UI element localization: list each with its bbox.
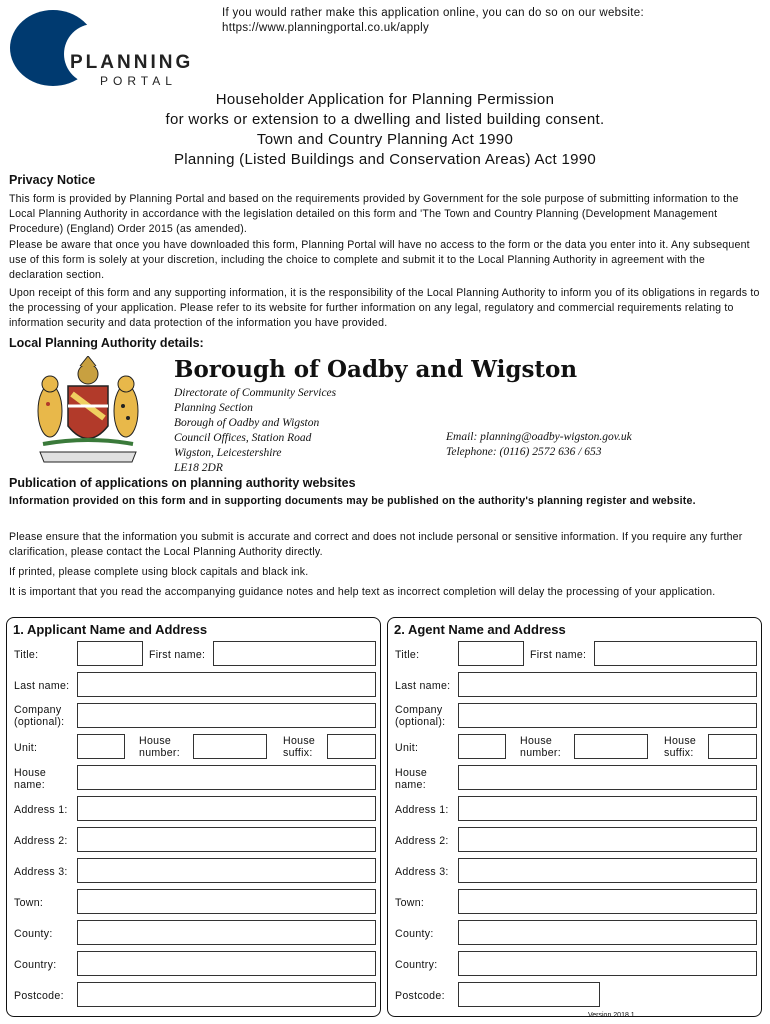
title-field[interactable] <box>458 641 524 666</box>
label-line: name: <box>14 779 45 791</box>
house-number-label <box>139 735 180 759</box>
town-label: Town: <box>395 897 425 909</box>
company-field[interactable] <box>77 703 376 728</box>
publication-notice: Information provided on this form and in supporting documents may be published on the authority's planning register and website. <box>9 495 696 507</box>
company-label <box>14 704 64 728</box>
last-name-label: Last name: <box>395 680 451 692</box>
label-line: House <box>14 767 47 779</box>
online-notice-url[interactable]: https://www.planningportal.co.uk/apply <box>222 22 430 34</box>
logo-name: PLANNING <box>70 52 194 73</box>
address-line: Directorate of Community Services <box>174 387 337 399</box>
label-line: House <box>283 735 316 747</box>
council-telephone: Telephone: (0116) 2572 636 / 653 <box>446 446 602 458</box>
address2-field[interactable] <box>77 827 376 852</box>
label-line: House <box>664 735 697 747</box>
last-name-field[interactable] <box>458 672 757 697</box>
house-name-field[interactable] <box>77 765 376 790</box>
address2-field[interactable] <box>458 827 757 852</box>
publication-paragraph: Please ensure that the information you submit is accurate and correct and does not include personal or sensitive information. If you require any further clarification, please contact the Local Planning Authority directly. <box>9 531 743 558</box>
postcode-label: Postcode: <box>395 990 445 1002</box>
postcode-label: Postcode: <box>14 990 64 1002</box>
first-name-field[interactable] <box>213 641 376 666</box>
version-label: Version 2018.1 <box>588 1012 635 1019</box>
country-field[interactable] <box>77 951 376 976</box>
online-notice-text: If you would rather make this application online, you can do so on our website: <box>222 7 644 19</box>
county-label: County: <box>395 928 434 940</box>
postcode-field[interactable] <box>77 982 376 1007</box>
address-line: Council Offices, Station Road <box>174 432 312 444</box>
label-line: number: <box>520 747 561 759</box>
country-field[interactable] <box>458 951 757 976</box>
house-suffix-label <box>283 735 315 759</box>
privacy-paragraph: Please be aware that once you have downloaded this form, Planning Portal will have no access to the form or the data you enter into it. Any subsequent use of this form is solely at your discretion, including the choice to complete and submit it to the Local Planning Authority in agreement with the declaration section. <box>9 239 750 281</box>
unit-label: Unit: <box>395 742 419 754</box>
label-line: Company <box>14 704 62 716</box>
publication-heading: Publication of applications on planning authority websites <box>9 476 356 490</box>
label-line: suffix: <box>283 747 313 759</box>
address1-label: Address 1: <box>14 804 68 816</box>
title-line: for works or extension to a dwelling and listed building consent. <box>165 111 605 128</box>
agent-panel <box>387 617 762 1017</box>
county-label: County: <box>14 928 53 940</box>
council-address <box>174 386 336 476</box>
applicant-panel <box>6 617 381 1017</box>
address1-label: Address 1: <box>395 804 449 816</box>
house-number-field[interactable] <box>574 734 648 759</box>
publication-paragraph: If printed, please complete using block capitals and black ink. <box>9 566 309 578</box>
address-line: Wigston, Leicestershire <box>174 447 282 459</box>
address-line: LE18 2DR <box>174 462 223 474</box>
lpa-heading: Local Planning Authority details: <box>9 336 204 350</box>
title-line: Householder Application for Planning Permission <box>215 91 555 108</box>
town-field[interactable] <box>458 889 757 914</box>
house-suffix-label <box>664 735 696 759</box>
address3-label: Address 3: <box>14 866 68 878</box>
house-suffix-field[interactable] <box>327 734 376 759</box>
house-name-label <box>14 767 46 791</box>
publication-paragraph: It is important that you read the accompanying guidance notes and help text as incorrect completion will delay the processing of your application. <box>9 586 716 598</box>
address2-label: Address 2: <box>14 835 68 847</box>
unit-field[interactable] <box>77 734 125 759</box>
logo-sub: PORTAL <box>100 74 177 88</box>
country-label: Country: <box>14 959 57 971</box>
house-name-label <box>395 767 427 791</box>
country-label: Country: <box>395 959 438 971</box>
label-line: name: <box>395 779 426 791</box>
company-field[interactable] <box>458 703 757 728</box>
council-contact <box>446 430 632 460</box>
address3-label: Address 3: <box>395 866 449 878</box>
form-title <box>0 90 770 170</box>
last-name-field[interactable] <box>77 672 376 697</box>
label-line: Company <box>395 704 443 716</box>
address1-field[interactable] <box>458 796 757 821</box>
unit-field[interactable] <box>458 734 506 759</box>
unit-label: Unit: <box>14 742 38 754</box>
town-field[interactable] <box>77 889 376 914</box>
title-label: Title: <box>14 649 39 661</box>
label-line: House <box>139 735 172 747</box>
house-number-field[interactable] <box>193 734 267 759</box>
online-notice <box>222 6 644 36</box>
label-line: House <box>520 735 553 747</box>
first-name-field[interactable] <box>594 641 757 666</box>
label-line: (optional): <box>395 716 446 728</box>
panel-title: 1. Applicant Name and Address <box>13 622 208 637</box>
council-crest-icon <box>28 356 148 468</box>
panel-title: 2. Agent Name and Address <box>394 622 566 637</box>
council-email: Email: planning@oadby-wigston.gov.uk <box>446 431 632 443</box>
first-name-label: First name: <box>530 649 587 661</box>
lpa-details <box>28 356 768 474</box>
house-number-label <box>520 735 561 759</box>
county-field[interactable] <box>77 920 376 945</box>
title-label: Title: <box>395 649 420 661</box>
county-field[interactable] <box>458 920 757 945</box>
first-name-label: First name: <box>149 649 206 661</box>
council-name: Borough of Oadby and Wigston <box>174 356 578 383</box>
address-line: Borough of Oadby and Wigston <box>174 417 320 429</box>
house-name-field[interactable] <box>458 765 757 790</box>
address3-field[interactable] <box>77 858 376 883</box>
address3-field[interactable] <box>458 858 757 883</box>
house-suffix-field[interactable] <box>708 734 757 759</box>
planning-portal-logo <box>8 8 198 88</box>
label-line: suffix: <box>664 747 694 759</box>
privacy-paragraph: Upon receipt of this form and any supporting information, it is the responsibility of the Local Planning Authority to inform you of its obligations in regards to the processing of your application. Please refer to its website for further information on any legal, regulatory and commercial requirements relating to information security and data protection of the information you have provided. <box>9 287 760 329</box>
label-line: (optional): <box>14 716 65 728</box>
label-line: House <box>395 767 428 779</box>
company-label <box>395 704 445 728</box>
address2-label: Address 2: <box>395 835 449 847</box>
address-line: Planning Section <box>174 402 253 414</box>
privacy-heading: Privacy Notice <box>9 173 96 187</box>
last-name-label: Last name: <box>14 680 70 692</box>
title-field[interactable] <box>77 641 143 666</box>
label-line: number: <box>139 747 180 759</box>
address1-field[interactable] <box>77 796 376 821</box>
postcode-field[interactable] <box>458 982 600 1007</box>
town-label: Town: <box>14 897 44 909</box>
title-line: Town and Country Planning Act 1990 <box>256 131 514 148</box>
privacy-paragraph: This form is provided by Planning Portal and based on the requirements provided by Government for the sole purpose of submitting information to the Local Planning Authority in accordance with the legislation detailed on this form and 'The Town and Country Planning (Development Management Procedure) (England) Order 2015 (as amended). <box>9 193 739 235</box>
title-line: Planning (Listed Buildings and Conservation Areas) Act 1990 <box>173 151 597 168</box>
